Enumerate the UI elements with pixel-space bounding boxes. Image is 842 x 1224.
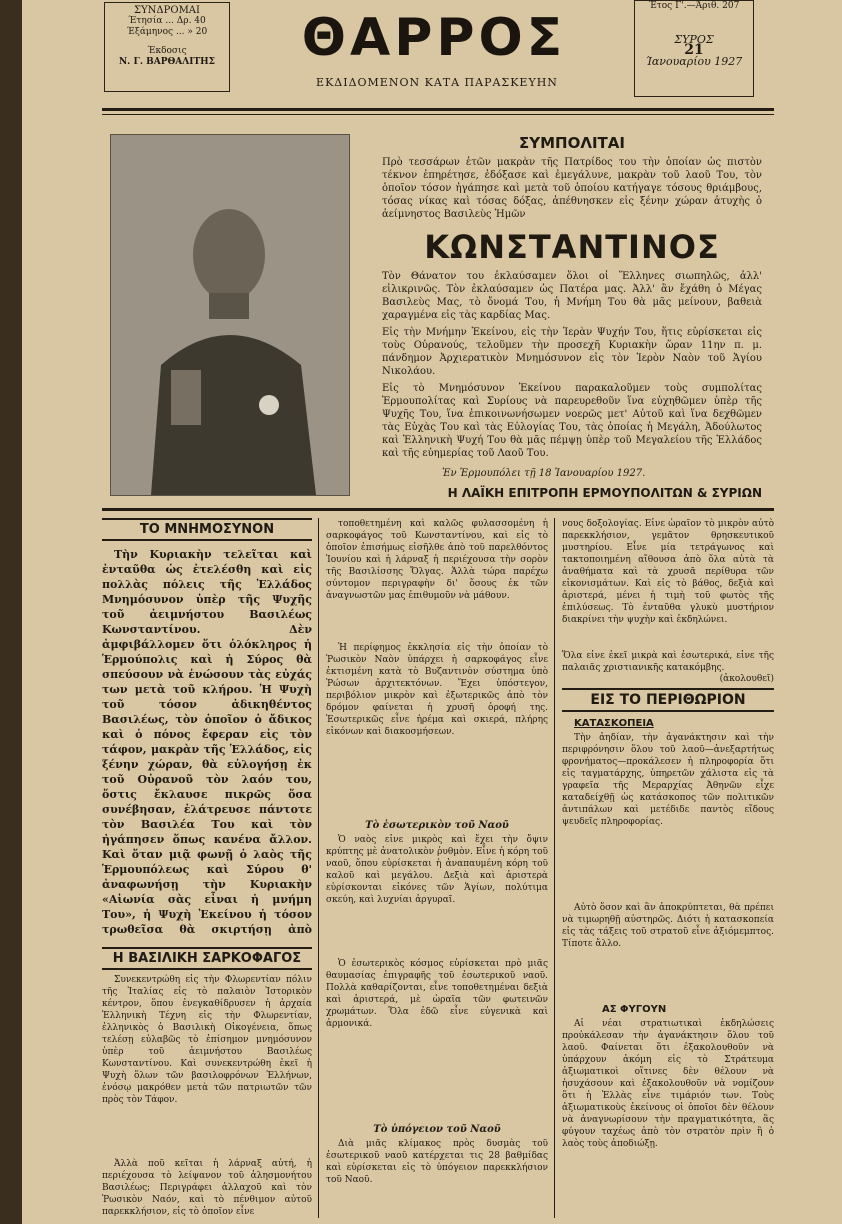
masthead-subtitle: ΕΚΔΙΔΟΜΕΝΟΝ ΚΑΤΑ ΠΑΡΑΣΚΕΥΗΝ [316,76,558,89]
column-1 [102,518,312,1218]
issue-box [634,0,754,97]
col2-text-2: Ἡ περίφημος ἐκκλησία εἰς τὴν ὁποίαν τὸ Ῥωσικὸν Ναὸν ὑπάρχει ἡ σαρκοφάγος εἶνε ἐκτισμένη κατὰ τὸ Βυζαντινὸν σύστημα ὑπὸ Ῥώσων ἀρχιτεκτόνων. Ἔχει ὑπόστεγον, περιβόλιον μικρὸν καὶ ἐξωτερικῶς ἀπὸ τὸν δρόμον φαίνεται ἡ χρυσῆ ὀροφή της. Ἐσωτερικῶς εἶνε ἡρέμα καὶ σκιερά, πλήρης εἰκόνων καὶ διακοσμήσεων. [326,643,548,737]
issue-date: Ίανουαρίου 1927 [645,55,743,68]
announcement-title: ΣΥΜΠΟΛΙΤΑΙ [519,134,625,152]
col3-text-1b: Ὅλα εἶνε ἐκεῖ μικρὰ καὶ ἐσωτερικά, εἶνε τῆς παλαιᾶς χριστιανικῆς κατακόμβης. [562,651,774,673]
column-divider-2 [554,518,555,1218]
col2-subheading-1: Τὸ ἐσωτερικὸν τοῦ Ναοῦ [365,820,509,831]
col2-subheading-2: Τὸ ὑπόγειον τοῦ Ναοῦ [373,1124,501,1135]
col3-subheading-kataskopeia: ΚΑΤΑΣΚΟΠΕΙΑ [574,718,654,729]
portrait-icon [111,135,349,495]
publisher-name: Ν. Γ. ΒΑΡΘΑΛΙΤΗΣ [118,57,216,67]
column-title-perithorion: ΕΙΣ ΤΟ ΠΕΡΙΘΩΡΙΟΝ [562,688,774,712]
masthead-rule [102,108,774,111]
col2-text-3: Ὁ ναὸς εἶνε μικρὸς καὶ ἔχει τὴν ὄψιν κρύπτης μὲ ἀνατολικὸν ῥυθμὸν. Εἶνε ἡ κόρη τοῦ ναοῦ, ὅπου εὑρίσκεται ἡ ἀναπαυμένη κόρη τοῦ καλοῦ καὶ μεγάλου. Δεξιὰ καὶ ἀριστερὰ εὑρίσκονται εἰκόνες τῶν Ἁγίων, πολύτιμα σκεύη, καὶ λυχνίαι ἀργυραῖ. [326,835,548,905]
subscription-annual: Έτησία ... Δρ. 40 [128,16,206,26]
col3-subheading-as-fygoun: ΑΣ ΦΥΓΟΥΝ [602,1004,667,1015]
subscription-title: ΣΥΝΔΡΟΜΑΙ [134,5,200,16]
issue-number: Έτος Γ'.—Άριθ. 207 [648,1,740,11]
announcement-para2: Τὸν Θάνατον του ἐκλαύσαμεν ὅλοι οἱ Ἕλληνες σιωπηλῶς, ἀλλ' εἰλικρινῶς. Τὸν ἐκλαύσαμεν ὡς Πατέρα μας. Ἀλλ' ἂν ἔχάθη ὁ Μέγας Βασιλεὺς Μας, τὸ ὄνομά Του, ἡ Μνήμη Του θὰ μᾶς μείνουν, βαθειὰ χαραγμένα εἰς τὰς καρδίας Μας. [382,271,762,321]
column-2 [326,518,548,1188]
subscription-box [104,2,230,92]
col3-text-kataskopeia-2: Αὐτὸ ὅσον καὶ ἂν ἀποκρύπτεται, θὰ πρέπει νὰ τιμωρηθῇ αὐστηρῶς. Διότι ἡ κατασκοπεία εἰς τὰς τάξεις τοῦ στρατοῦ εἶνε ἀξιόμεμπτος. Τίποτε ἄλλο. [562,903,774,949]
announcement-dateline: Ἐν Ἑρμουπόλει τῇ 18 Ἰανουαρίου 1927. [442,468,646,479]
issue-day: 21 [684,42,704,58]
publisher-label: Έκδοσις [147,46,187,56]
col3-text-1: νους δοξολογίας. Εἶνε ὡραῖον τὸ μικρὸν αὐτὸ παρεκκλήσιον, γεμᾶτον θρησκευτικοῦ μυστηρίου. Εἶνε μία τετράγωνος καὶ τακτοποιημένη αἴθουσα ἀπὸ ὅλα αὐτὰ τὰ ἀναθήματα καὶ τὰ χρυσᾶ περίθυρα τῶν εἰκονισμάτων. Καὶ εἰς τὸ βάθος, δεξιὰ καὶ ἀριστερά, μένει ἡ τιμὴ τοῦ φωτὸς τῆς ἐπιλύσεως. Τὸ ἐνταῦθα γλυκὺ μυστήριον διακρίνει τὴν ψυχὴν καὶ ἐκδηλώνει. [562,519,774,625]
article-text-sarkofagos-2: Ἀλλὰ ποῦ κεῖται ἡ λάρναξ αὐτή, ἡ περιέχουσα τὸ λείψανον τοῦ ἀλησμονήτου Βασιλέως; Περιγράφει ἀλλαχοῦ καὶ τὸν Ῥωσικὸν Ναόν, καὶ τὸ πένθιμον αὐτοῦ παρεκκλήσιον, εἰς τὸ ὁποῖον εἶνε [102,1159,312,1217]
announcement-para3: Εἰς τὴν Μνήμην Ἐκείνου, εἰς τὴν Ἱερὰν Ψυχήν Του, ἥτις εὑρίσκεται εἰς τοὺς Οὐρανούς, τελοῦμεν τὴν προσεχῆ Κυριακὴν ὥραν 11ην π. μ. πάνδημον Ἀρχιερατικὸν Μνημόσυνον εἰς τὸν Ἱερὸν Ναὸν τοῦ Ἁγίου Νικολάου. [382,327,762,377]
subscription-semiannual: Έξάμηνος ... » 20 [126,27,208,37]
article-text-mnimosynon: Τὴν Κυριακὴν τελεῖται καὶ ἐνταῦθα ὡς ἐτελέσθη καὶ εἰς πολλὰς πόλεις τῆς Ἑλλάδος Μνημόσυνον ὑπὲρ τῆς Ψυχῆς τοῦ ἀειμνήστου Βασιλέως Κωνσταντίνου. Δὲν ἀμφιβάλλομεν ὅτι ὁλόκληρος ἡ Ἑρμούπολις καὶ ἡ Σύρος θὰ σπεύσουν νὰ ἑνώσουν τὰς εὐχάς των μετὰ τοῦ κλήρου. Ἡ Ψυχὴ τοῦ τόσον ἀδικηθέντος Βασιλέως, τὸν ὁποῖον ὁ ἄδικος καὶ ὁ πόνος ἔφεραν εἰς τὸν τάφον, μακρὰν τῆς Ἑλλάδος, εἰς ξένην χώραν, θὰ εὐλογήσῃ ἐκ τοῦ Οὐρανοῦ τὸν λαόν του, ὅστις ἔκλαυσε πικρῶς ὅσα συνέβησαν, ἐλάτρευσε πάντοτε τὸν Βασιλέα Του καὶ τὸν ἠγάπησεν ὅπως κανένα ἄλλον. Καὶ ὅταν μιᾷ φωνῇ ὁ λαὸς τῆς Ἑρμουπόλεως καὶ Σύρου θ' ἀναφωνήσῃ τὴν Κυριακὴν «Αἰωνία σὰς εἶναι ἡ μνήμη Του», ἡ Ψυχὴ Ἐκείνου ἡ τόσον τρωθεῖσα θὰ σκιρτήσῃ ἀπὸ [102,548,312,936]
col2-text-4: Ὁ ἐσωτερικὸς κόσμος εὑρίσκεται πρὸ μιᾶς θαυμασίας ἐπιγραφῆς τοῦ ἐσωτερικοῦ ναοῦ. Πολλὰ καθαρίζονται, εἶνε τοποθετημέναι δεξιὰ καὶ ἀριστερά, μὲ ὡραῖα τῶν φωτεινῶν χρωμάτων. Ὅλα ἐδῶ εἶνε εὐγενικὰ καὶ ἀρμονικά. [326,959,548,1029]
col2-text-5: Διὰ μιᾶς κλίμακος πρὸς δυσμὰς τοῦ ἐσωτερικοῦ ναοῦ κατέρχεται τις 28 βαθμίδας καὶ εὑρίσκεται εἰς τὸ ὑπόγειον παρεκκλήσιον τοῦ Ναοῦ. [326,1139,548,1185]
announcement-signature: Η ΛΑΪΚΗ ΕΠΙΤΡΟΠΗ ΕΡΜΟΥΠΟΛΙΤΩΝ & ΣΥΡΙΩΝ [447,486,762,500]
announcement-para1: Πρὸ τεσσάρων ἐτῶν μακρὰν τῆς Πατρίδος του τὴν ὁποίαν ὡς πιστὸν τέκνον ἐπηρέτησε, ἐδόξασε καὶ ἐμεγάλυνε, μακρὰν τοῦ λαοῦ Του, τὸν ὁποῖον τόσον ἠγάπησε καὶ μετὰ τοῦ ὁποίου κατήγαγε τόσους θριάμβους, τόσας νίκας καὶ τόσας δόξας, ἀπέθνησκεν εἰς ξένην χώραν ἀτυχὴς ὁ ἀείμνηστος Βασιλεὺς Ἡμῶν [382,157,762,220]
issue-city: ΣΥΡΟΣ [674,33,714,46]
king-name: ΚΩΝΣΤΑΝΤΙΝΟΣ [424,228,720,266]
col3-text-as-fygoun: Αἱ νέαι στρατιωτικαὶ ἐκδηλώσεις προὐκάλεσαν τὴν ἀγανάκτησιν ὅλου τοῦ λαοῦ. Φαίνεται ὅτι ἐξακολουθοῦν νὰ ὑπάρχουν ἀκόμη εἰς τὸ Στράτευμα ἀξιωματικοὶ οἵτινες δὲν θέλουν νὰ ἡσυχάσουν καὶ ἐξακολουθοῦν νὰ νομίζουν ὅτι ἡ Ἑλλὰς εἶνε τιμάριόν των. Τοὺς ἀξιωματικοὺς ἐκείνους οἱ ὁποῖοι δὲν θέλουν νὰ ἀναγνωρίσουν τὴν πραγματικότητα, ἂς φύγουν ταχέως ἀπὸ τὸν στρατὸν πρὶν ἢ ὁ λαὸς τοὺς ἀποδιώξῃ. [562,1019,774,1149]
masthead-title: ΘΑΡΡΟΣ [301,8,567,68]
col2-text-1: τοποθετημένη καὶ καλῶς φυλασσομένη ἡ σαρκοφάγος τοῦ Κωνσταντίνου, καὶ εἰς τὸ ὁποῖον ἐπισήμως εἰσῆλθε ἀπὸ τοῦ παρελθόντος Ἰουνίου καὶ ἡ λάρναξ ἡ περιέχουσα τὴν σορὸν τῆς Βασιλίσσης Ὄλγας. Ἀλλὰ τώρα παρέχω σύντομον περιγραφὴν δι' ὅσους ἐκ τῶν ἀναγνωστῶν μας ἐπιθυμοῦν νὰ μάθουν. [326,519,548,601]
newspaper-page [22,0,842,1224]
article-text-sarkofagos: Συνεκεντρώθη εἰς τὴν Φλωρεντίαν πόλιν τῆς Ἰταλίας εἰς τὸ παλαιὸν Ἱστορικὸν κέντρον, ὅπου ἐνεγκαθίδρυσεν ἡ ἀρχαία Ἑλληνικὴ Τέχνη εἰς τὴν Φλωρεντίαν, ἐλληνικὸς ὁ Βασιλικὴ Οἰκογένεια, ὅπως τελέσῃ εὐλαβῶς τὸ ἐπίσημον μνημόσυνον ὑπὲρ τοῦ ἀειμνήστου Βασιλέως Κωνσταντίνου. Καὶ συνεκεντρώθη ἐκεῖ ἡ Ψυχὴ ὅλων τῶν βασιλοφρόνων Ἑλλήνων, ἐνόσῳ μακρόθεν μετὰ τῶν πατριωτῶν τῶν πρὸς τὸν Τάφον. [102,975,312,1105]
column-divider-1 [318,518,319,1218]
column-3 [562,518,774,1222]
section-rule [102,508,774,511]
king-portrait-photo [110,134,350,496]
col3-text-kataskopeia: Τὴν ἀηδίαν, τὴν ἀγανάκτησιν καὶ τὴν περιφρόνησιν ὅλου τοῦ λαοῦ—ἀνεξαρτήτως φρονήματος—προκάλεσεν ἡ πληροφορία ὅτι εἰς ταγματάρχης, ὑπηρετῶν χάλιστα εἰς τὰ γραφεῖα τῆς Μεραρχίας Ἀθηνῶν εἶχε καταδείχθῇ ὡς κατάσκοπος τῶν πολιτικῶν ἀντιπάλων καὶ μετέδιδε παντὸς εἴδους ψευδεῖς πληροφορίας. [562,733,774,827]
col3-continued: (ἀκολουθεῖ) [719,674,774,684]
masthead-rule-thin [102,114,774,115]
article-title-sarkofagos: Η ΒΑΣΙΛΙΚΗ ΣΑΡΚΟΦΑΓΟΣ [102,947,312,970]
article-title-mnimosynon: ΤΟ ΜΝΗΜΟΣΥΝΟΝ [102,518,312,541]
announcement-para4: Εἰς τὸ Μνημόσυνον Ἐκείνου παρακαλοῦμεν τοὺς συμπολίτας Ἑρμουπολίτας καὶ Συρίους νὰ παρευρεθοῦν ἵνα εὐχηθῶμεν ὑπὲρ τῆς Ψυχῆς Του, ἵνα ἐπικοινωνήσωμεν νοερῶς μετ' Αὐτοῦ καὶ ἵνα δεχθῶμεν τὰς Εὐχὰς Του καὶ τὰς Εὐλογίας Του, τὰς ὁποίας ἡ Μεγάλη, Ἀδούλωτος καὶ Ἑλληνικὴ Ψυχή Του θὰ μᾶς πέμψῃ ὑπὲρ τοῦ Μεγαλείου τῆς Ἑλλάδος καὶ τῆς εὐημερίας τοῦ Λαοῦ Του. [382,383,762,459]
